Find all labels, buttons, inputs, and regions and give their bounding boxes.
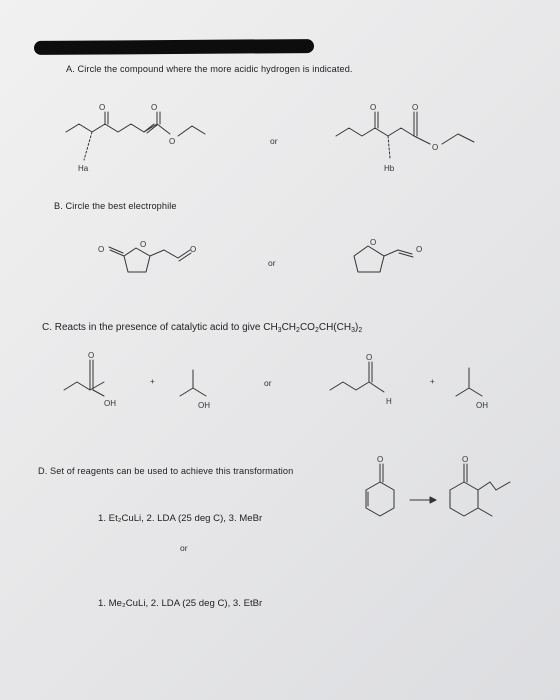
- atom-oh: OH: [476, 401, 488, 410]
- plus-sign: +: [150, 377, 155, 386]
- or-text-a: or: [270, 136, 278, 146]
- atom-o: O: [462, 455, 469, 464]
- label-hb: Hb: [384, 164, 395, 173]
- atom-o: O: [416, 245, 423, 254]
- atom-oh: OH: [104, 399, 116, 408]
- or-text-d: or: [180, 543, 188, 553]
- atom-h: H: [386, 397, 392, 406]
- atom-o: O: [99, 103, 106, 112]
- question-c-prompt: C. Reacts in the presence of catalytic acid to give $CH_3CH_2CO_2CH(CH_3)_2$: [42, 322, 363, 334]
- atom-o: O: [370, 238, 377, 247]
- atom-o: O: [377, 455, 384, 464]
- atom-o: O: [169, 137, 176, 146]
- atom-o: O: [370, 103, 377, 112]
- plus-sign: +: [430, 377, 435, 386]
- atom-o: O: [432, 143, 439, 152]
- atom-o: O: [98, 245, 105, 254]
- atom-o: O: [366, 353, 373, 362]
- question-d-prompt: D. Set of reagents can be used to achieve this transformation: [38, 466, 294, 476]
- question-c-prompt-text: C. Reacts in the presence of catalytic acid to give CH: [42, 322, 278, 333]
- atom-o: O: [190, 245, 197, 254]
- atom-o: O: [88, 351, 95, 360]
- atom-o: O: [140, 240, 147, 249]
- atom-o: O: [151, 103, 158, 112]
- atom-oh: OH: [198, 401, 210, 410]
- atom-o: O: [412, 103, 419, 112]
- label-ha: Ha: [78, 164, 89, 173]
- reagent-option-1: 1. Et₂CuLi, 2. LDA (25 deg C), 3. MeBr: [98, 513, 263, 524]
- question-a-prompt: A. Circle the compound where the more acidic hydrogen is indicated.: [66, 64, 353, 74]
- reagent-option-2: 1. Me₂CuLi, 2. LDA (25 deg C), 3. EtBr: [98, 598, 263, 609]
- question-b-prompt: B. Circle the best electrophile: [54, 201, 177, 211]
- or-text-c: or: [264, 378, 272, 388]
- or-text-b: or: [268, 258, 276, 268]
